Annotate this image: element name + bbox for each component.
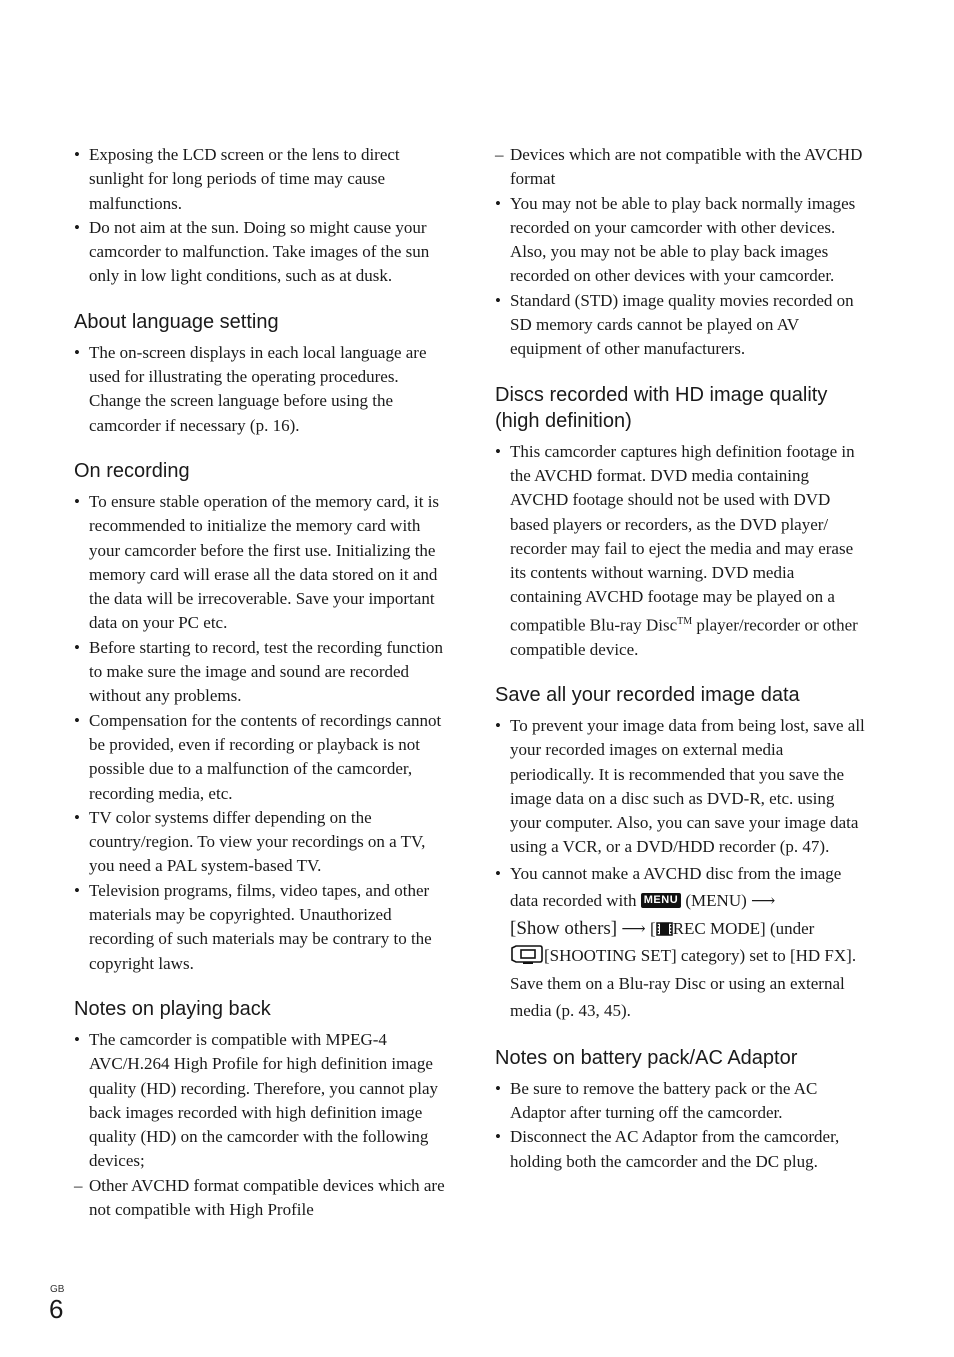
save-list (495, 714, 867, 1025)
list-item: • Do not aim at the sun. Doing so might cause your camcorder to malfunction. Take images of the sun only in low light conditions, such as at dusk. (74, 216, 446, 289)
language-list (74, 341, 446, 438)
discs-text-b: player/recorder or other compatible device. (510, 615, 858, 659)
section-heading: Discs recorded with HD image quality (high definition) (495, 383, 828, 432)
save-text-c: [ (645, 918, 656, 938)
list-item: • To ensure stable operation of the memory card, it is recommended to initialize the memory card with your camcorder before the first use. Initializing the memory card will erase all the data stored on it and the data will be irrecoverable. Save your important data on your PC etc. (74, 490, 446, 636)
sub-list (495, 143, 867, 192)
list-item: • Before starting to record, test the recording function to make sure the image and sound are recorded without any problems. (74, 636, 446, 709)
playing-list (74, 1028, 446, 1222)
list-item: • TV color systems differ depending on the country/region. To view your recordings on a TV, you need a PAL system-based TV. (74, 806, 446, 879)
section-heading: Save all your recorded image data (495, 684, 800, 706)
list-item (495, 440, 867, 662)
right-column (495, 143, 867, 1194)
list-item (495, 860, 867, 1025)
list-item-text: The camcorder is compatible with MPEG-4 AVC/H.264 High Profile for high definition image quality (HD) recording. Therefore, you cannot play back images recorded with high definition image quality (HD) on the camcorder with the following devices; (89, 1029, 439, 1171)
list-item: • To prevent your image data from being lost, save all your recorded images on external media periodically. It is recommended that you save the image data on a disc such as DVD-R, etc. using your computer. Also, you can save your image data using a VCR, or a DVD/HDD recorder (p. 47). (495, 714, 867, 860)
list-item: • Exposing the LCD screen or the lens to direct sunlight for long periods of time may cause malfunctions. (74, 143, 446, 216)
intro-list (74, 143, 446, 289)
arrow-icon: ⟶ (751, 891, 776, 911)
recording-list (74, 490, 446, 976)
list-item: • Television programs, films, video tapes, and other materials may be copyrighted. Unauthorized recording of such materials may be contrary to the copyright laws. (74, 879, 446, 976)
battery-list (495, 1077, 867, 1174)
save-text-b: (MENU) (681, 891, 752, 911)
camera-icon (510, 943, 544, 965)
list-item: • Be sure to remove the battery pack or the AC Adaptor after turning off the camcorder. (495, 1077, 867, 1126)
language-code: GB (50, 1284, 65, 1295)
list-item: • You may not be able to play back normally images recorded on your camcorder with other devices. Also, you may not be able to play back images recorded on other devices with your camcorder. (495, 192, 867, 289)
arrow-icon: ⟶ (621, 918, 646, 938)
playing-continued-list (495, 192, 867, 362)
section-heading: About language setting (74, 310, 279, 333)
section-heading: Notes on playing back (74, 997, 271, 1020)
section-heading: Notes on battery pack/AC Adaptor (495, 1046, 798, 1069)
list-item: • Disconnect the AC Adaptor from the camcorder, holding both the camcorder and the DC plug. (495, 1125, 867, 1174)
list-item: • Standard (STD) image quality movies recorded on SD memory cards cannot be played on AV equipment of other manufacturers. (495, 289, 867, 362)
battery-section (495, 1045, 867, 1174)
section-heading: On recording (74, 459, 190, 482)
sub-list-item: – Other AVCHD format compatible devices which are not compatible with High Profile (74, 1174, 446, 1223)
intro-section (74, 143, 446, 289)
playing-section (74, 996, 446, 1222)
show-others-label: [Show others] (510, 917, 618, 939)
save-section (495, 682, 867, 1025)
playing-continued-section (495, 143, 867, 362)
save-text-a: You cannot make a AVCHD disc from the image data recorded with (510, 863, 842, 911)
film-icon (656, 922, 673, 936)
language-section (74, 309, 446, 438)
save-text-e: [SHOOTING SET] category) set to [HD FX]. Save them on a Blu-ray Disc or using an external media (p. 43, 45). (510, 946, 857, 1021)
discs-list (495, 440, 867, 662)
list-item (74, 1028, 446, 1222)
menu-icon: MENU (641, 893, 681, 908)
trademark-symbol: TM (677, 615, 693, 627)
discs-text-a: This camcorder captures high definition footage in the AVCHD format. DVD media containing AVCHD footage should not be used with DVD based players or recorders, as the DVD player/ recorder may fail to eject the media and may erase its contents without warning. DVD media containing AVCHD footage may be played on a compatible Blu-ray Disc (510, 441, 855, 635)
page-number: 6 (49, 1294, 64, 1324)
recording-section (74, 458, 446, 976)
sub-list (89, 1174, 446, 1223)
discs-section (495, 382, 867, 662)
left-column (74, 143, 446, 1242)
list-item: • Compensation for the contents of recordings cannot be provided, even if recording or playback is not possible due to a malfunction of the camcorder, recording media, etc. (74, 709, 446, 806)
sub-list-item: – Devices which are not compatible with the AVCHD format (495, 143, 867, 192)
list-item: • The on-screen displays in each local language are used for illustrating the operating procedures. Change the screen language before using the camcorder if necessary (p. 16). (74, 341, 446, 438)
save-text-d: REC MODE] (under (672, 918, 815, 938)
